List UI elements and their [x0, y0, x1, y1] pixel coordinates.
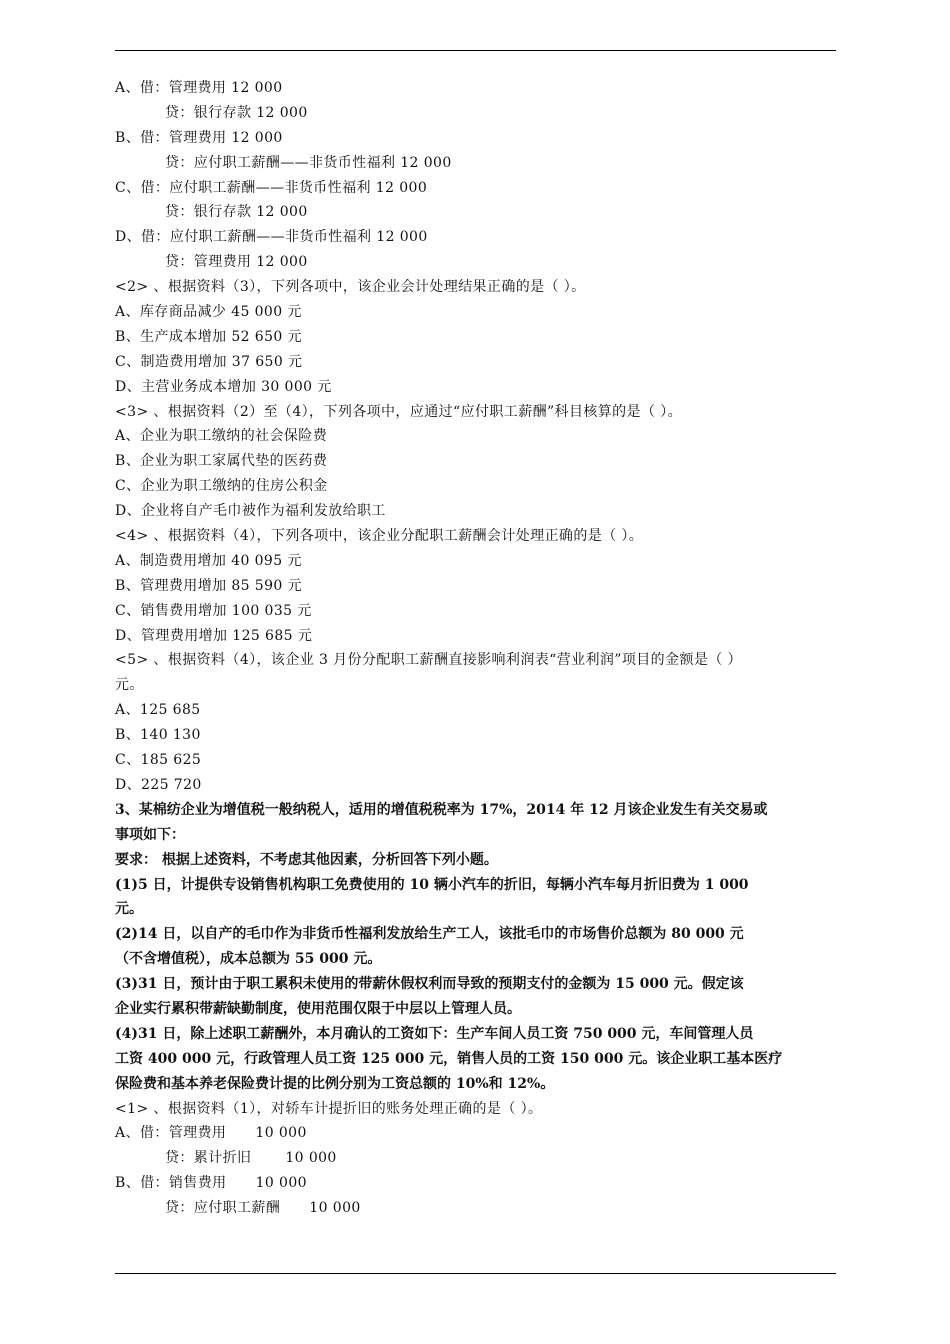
document-line: 企业实行累积带薪缺勤制度，使用范围仅限于中层以上管理人员。	[115, 1000, 521, 1017]
document-line: A、借：管理费用 10 000	[115, 1125, 307, 1142]
document-line: A、借：管理费用 12 000	[115, 80, 283, 96]
document-line: B、管理费用增加 85 590 元	[115, 577, 302, 594]
document-line: (4)31 日，除上述职工薪酬外，本月确认的工资如下：生产车间人员工资 750 000 元，车间管理人员	[115, 1025, 754, 1042]
document-line: C、185 625	[115, 752, 202, 769]
document-line: 贷：累计折旧 10 000	[165, 1150, 337, 1167]
document-line: B、140 130	[115, 727, 201, 744]
document-line: B、借：销售费用 10 000	[115, 1175, 307, 1192]
document-line: <5> 、根据资料（4），该企业 3 月份分配职工薪酬直接影响利润表“营业利润”项目的金额是（ ）	[115, 652, 742, 669]
document-line: A、125 685	[115, 702, 201, 719]
document-line: 贷：应付职工薪酬 10 000	[165, 1200, 361, 1217]
document-line: (3)31 日，预计由于职工累积未使用的带薪休假权利而导致的预期支付的金额为 15 000 元。假定该	[115, 976, 744, 993]
document-line: 贷：应付职工薪酬——非货币性福利 12 000	[165, 154, 452, 171]
document-line: <4> 、根据资料（4），下列各项中，该企业分配职工薪酬会计处理正确的是（ ）。	[115, 528, 644, 545]
document-line: <1> 、根据资料（1），对轿车计提折旧的账务处理正确的是（ ）。	[115, 1100, 543, 1117]
document-line: 工资 400 000 元，行政管理人员工资 125 000 元，销售人员的工资 150 000 元。该企业职工基本医疗	[115, 1050, 783, 1067]
document-line: A、制造费用增加 40 095 元	[115, 552, 302, 569]
document-line: C、制造费用增加 37 650 元	[115, 353, 303, 370]
document-line: 要求： 根据上述资料，不考虑其他因素，分析回答下列小题。	[115, 851, 498, 868]
document-line: 元。	[115, 901, 143, 918]
document-line: A、库存商品减少 45 000 元	[115, 304, 302, 321]
document-line: D、借：应付职工薪酬——非货币性福利 12 000	[115, 229, 428, 246]
document-line: 贷：管理费用 12 000	[165, 254, 308, 271]
document-line: (1)5 日，计提供专设销售机构职工免费使用的 10 辆小汽车的折旧，每辆小汽车每月折旧费为 1 000	[115, 876, 749, 893]
document-line: 贷：银行存款 12 000	[165, 104, 308, 121]
document-line: 事项如下：	[115, 826, 185, 843]
document-line: <3> 、根据资料（2）至（4），下列各项中，应通过“应付职工薪酬”科目核算的是（ ）。	[115, 403, 682, 420]
document-line: 3、某棉纺企业为增值税一般纳税人，适用的增值税税率为 17%，2014 年 12 月该企业发生有关交易或	[115, 801, 768, 818]
document-line: C、借：应付职工薪酬——非货币性福利 12 000	[115, 179, 428, 196]
document-line: 贷：银行存款 12 000	[165, 204, 308, 221]
document-line: D、管理费用增加 125 685 元	[115, 627, 313, 644]
document-line: A、企业为职工缴纳的社会保险费	[115, 428, 328, 445]
document-line: (2)14 日，以自产的毛巾作为非货币性福利发放给生产工人，该批毛巾的市场售价总额为 80 000 元	[115, 926, 744, 943]
document-line: D、企业将自产毛巾被作为福利发放给职工	[115, 503, 386, 520]
document-line: B、生产成本增加 52 650 元	[115, 328, 302, 345]
document-line: C、销售费用增加 100 035 元	[115, 602, 312, 619]
document-line: D、主营业务成本增加 30 000 元	[115, 378, 332, 395]
document-line: C、企业为职工缴纳的住房公积金	[115, 478, 328, 495]
document-line: B、企业为职工家属代垫的医药费	[115, 453, 328, 470]
footer-rule	[115, 1273, 836, 1274]
document-line: D、225 720	[115, 776, 202, 793]
document-line: （不含增值税），成本总额为 55 000 元。	[115, 951, 382, 968]
document-line: 元。	[115, 677, 144, 694]
document-line: <2> 、根据资料（3），下列各项中，该企业会计处理结果正确的是（ ）。	[115, 279, 586, 296]
header-rule	[115, 50, 836, 51]
document-body	[115, 76, 836, 1221]
document-line: 保险费和基本养老保险费计提的比例分别为工资总额的 10%和 12%。	[115, 1075, 555, 1092]
document-line: B、借：管理费用 12 000	[115, 129, 283, 146]
